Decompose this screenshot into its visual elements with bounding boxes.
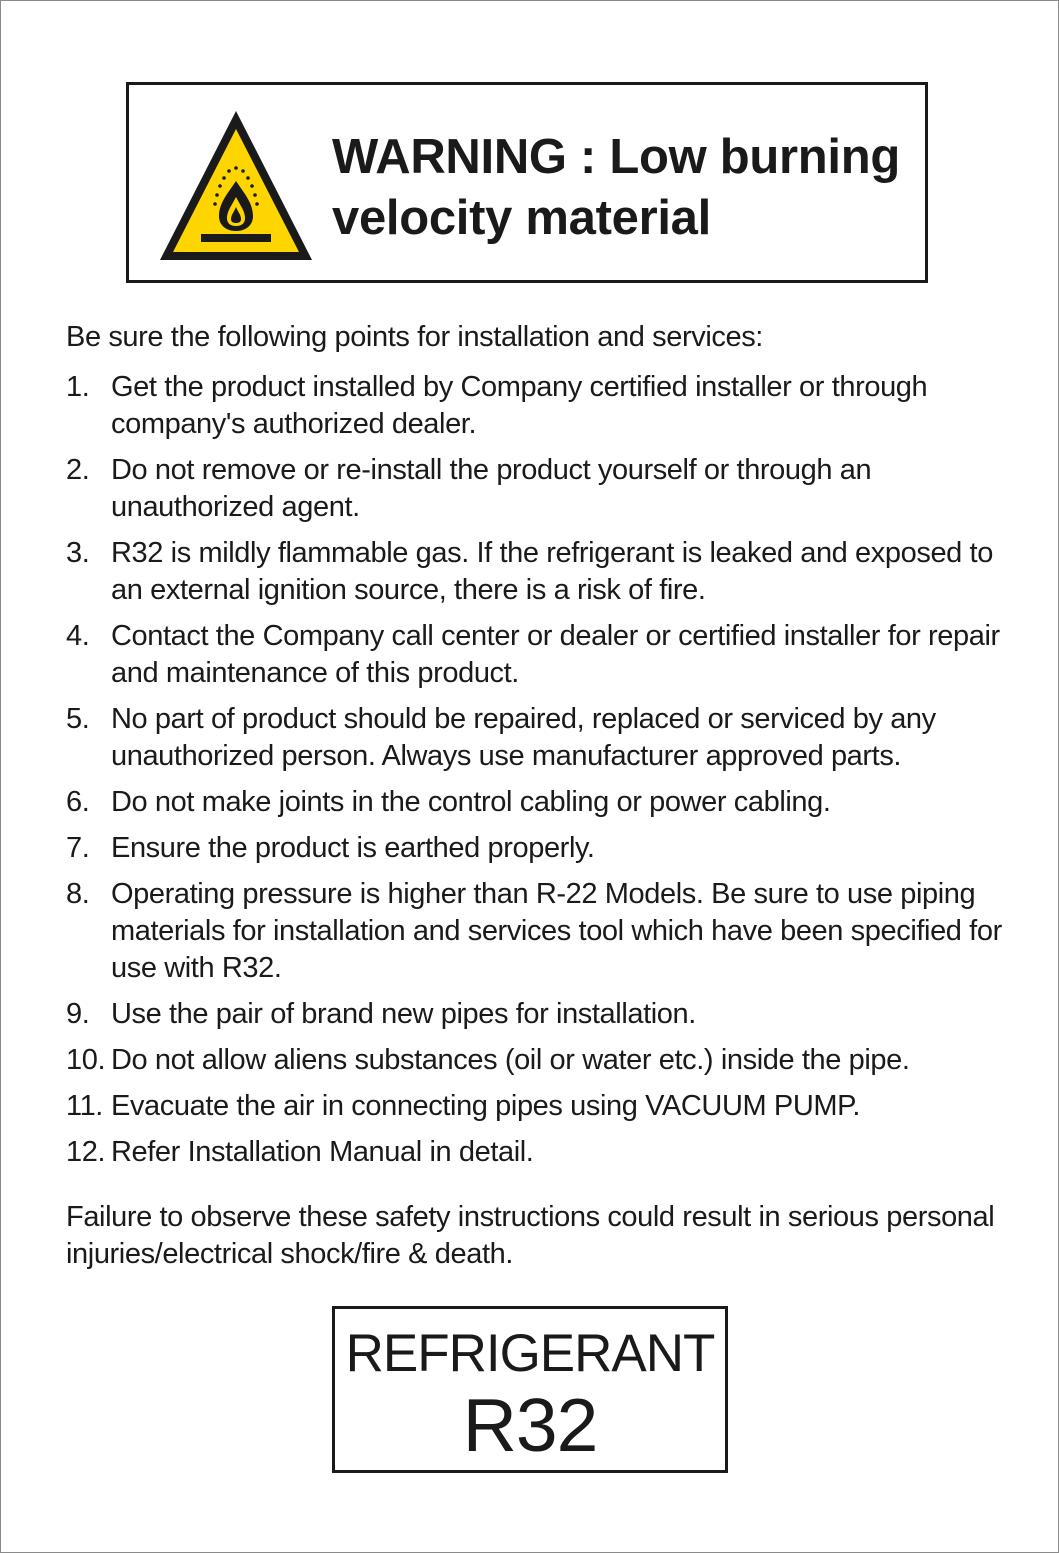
flammable-hazard-triangle-icon [156,107,316,264]
item-text: Contact the Company call center or dealer or certified installer for repair and maintenance of this product. [111,620,1000,689]
item-text: Operating pressure is higher than R-22 Models. Be sure to use piping materials for installation and services tool which have been specified for use with R32. [111,878,1002,984]
instruction-list [66,369,1026,1180]
item-text: R32 is mildly flammable gas. If the refrigerant is leaked and exposed to an external ignition source, there is a risk of fire. [111,537,993,606]
list-item [66,535,1026,609]
item-text: Evacuate the air in connecting pipes using VACUUM PUMP. [111,1090,861,1122]
item-number: 10. [66,1044,106,1076]
list-item [66,701,1026,775]
item-number: 1. [66,371,90,403]
intro-text: Be sure the following points for installation and services: [66,321,763,353]
item-number: 12. [66,1136,106,1168]
item-number: 7. [66,832,90,864]
list-item [66,1088,1026,1125]
refrigerant-label: REFRIGERANT [345,1324,715,1383]
list-item [66,996,1026,1033]
refrigerant-box [332,1306,728,1473]
list-item [66,618,1026,692]
safety-footer-note: Failure to observe these safety instructions could result in serious personal injuries/electrical shock/fire & death. [66,1201,995,1270]
item-number: 6. [66,786,90,818]
item-number: 11. [66,1090,103,1122]
warning-title: WARNING : Low burning velocity material [332,130,900,245]
item-text: Ensure the product is earthed properly. [111,832,595,864]
item-text: Refer Installation Manual in detail. [111,1136,534,1168]
refrigerant-code: R32 [462,1383,598,1467]
warning-header-box [126,82,928,283]
item-text: Do not remove or re-install the product yourself or through an unauthorized agent. [111,454,872,523]
list-item [66,369,1026,443]
list-item [66,830,1026,867]
item-number: 4. [66,620,90,652]
item-text: Do not make joints in the control cabling or power cabling. [111,786,831,818]
item-number: 9. [66,998,90,1030]
list-item [66,876,1026,987]
item-number: 3. [66,537,90,569]
list-item [66,1134,1026,1171]
item-number: 8. [66,878,90,910]
list-item [66,1042,1026,1079]
item-text: Get the product installed by Company certified installer or through company's authorized dealer. [111,371,928,440]
item-text: No part of product should be repaired, replaced or serviced by any unauthorized person. Always use manufacturer approved parts. [111,703,936,772]
item-text: Use the pair of brand new pipes for installation. [111,998,696,1030]
item-number: 5. [66,703,90,735]
item-number: 2. [66,454,90,486]
list-item [66,784,1026,821]
item-text: Do not allow aliens substances (oil or water etc.) inside the pipe. [111,1044,910,1076]
list-item [66,452,1026,526]
